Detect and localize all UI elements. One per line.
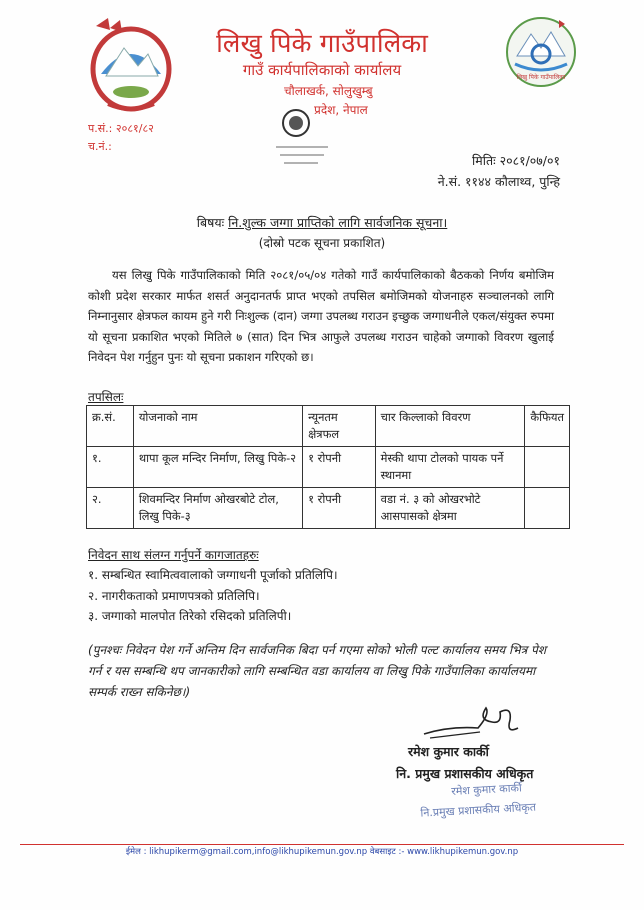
nepal-sambat-date: ने.सं. ११४४ कौलाथ्व, पुन्हि bbox=[437, 174, 560, 189]
subject-line bbox=[0, 214, 644, 231]
cell-project-name: थापा कूल मन्दिर निर्माण, लिखु पिके-२ bbox=[133, 447, 302, 488]
document-item: ३. जग्गाको मालपोत तिरेको रसिदको प्रतिलिपी। bbox=[88, 609, 292, 623]
cell-min-area: १ रोपनी bbox=[303, 488, 376, 529]
col-boundary: चार किल्लाको विवरण bbox=[375, 406, 525, 447]
dispatch-number: च.नं.: bbox=[88, 140, 112, 153]
col-remarks: कैफियत bbox=[525, 406, 570, 447]
logo-caption: लिखु पिके गाउँपालिका bbox=[516, 74, 566, 81]
signatory-title: नि. प्रमुख प्रशासकीय अधिकृत bbox=[396, 766, 534, 781]
address-line-1: चौलाखर्क, सोलुखुम्बु bbox=[284, 84, 373, 98]
cell-project-name: शिवमन्दिर निर्माण ओखरबोटे टोल, लिखु पिके-३ bbox=[133, 488, 302, 529]
document-item: १. सम्बन्धित स्वामित्ववालाको जग्गाधनी पूर्जाको प्रतिलिपि। bbox=[88, 568, 338, 582]
cell-remarks bbox=[525, 488, 570, 529]
date-line: मितिः २०८१/०७/०१ bbox=[472, 153, 560, 168]
documents-heading: निवेदन साथ संलग्न गर्नुपर्ने कागजातहरुः bbox=[88, 548, 259, 562]
signature-icon bbox=[420, 700, 530, 742]
postscript-note: (पुनश्चः निवेदन पेश गर्ने अन्तिम दिन सार्वजनिक बिदा पर्न गएमा सोको भोली पल्ट कार्यालय समय भित्र पेश गर्न र यस सम्बन्धि थप जानकारीको लागि सम्बन्धित वडा कार्यालय वा लिखु पिके गाउँपालिका कार्यालयमा सम्पर्क राख्न सकिनेछ।) bbox=[88, 643, 547, 699]
footer-divider bbox=[20, 844, 624, 845]
table-row bbox=[87, 447, 570, 488]
notice-body: यस लिखु पिके गाउँपालिकाको मिति २०८१/०५/०४ गतेको गाउँ कार्यपालिकाको बैठकको निर्णय बमोजिम कोशी प्रदेश सरकार मार्फत शसर्त अनुदानतर्फ प्राप्त भएको तपसिल बमोजिमको योजनाहरु सञ्चालनको लागि निम्नानुसार क्षेत्रफल कायम हुने गरी निःशुल्क (दान) जग्गा उपलब्ध गराउन इच्छुक जग्गाधनीले एकल/संयुक्त रुपमा यो सूचना प्रकाशित भएको मितिले ७ (सात) दिन भित्र आफुले उपलब्ध गराउन चाहेको जग्गाको विवरण खुलाई निवेदन पेश गर्नुहुन पुनः यो सूचना प्रकाशन गरिएको छ। bbox=[88, 268, 554, 364]
subject-note: (दोस्रो पटक सूचना प्रकाशित) bbox=[258, 236, 386, 250]
signatory-stamp bbox=[419, 776, 561, 829]
signatory-name: रमेश कुमार कार्की bbox=[408, 744, 489, 759]
cell-min-area: १ रोपनी bbox=[303, 447, 376, 488]
cell-sn: १. bbox=[87, 447, 134, 488]
subject-text: नि.शुल्क जग्गा प्राप्तिको लागि सार्वजनिक सूचना। bbox=[228, 215, 448, 230]
reference-number: प.सं.: २०८१/८२ bbox=[88, 122, 154, 135]
col-min-area: न्यूनतम क्षेत्रफल bbox=[303, 406, 376, 447]
stamp-line-2: नि.प्रमुख प्रशासकीय अधिकृत bbox=[420, 800, 537, 820]
footer-contact: ईमेल : likhupikerm@gmail.com,info@likhupikemun.gov.np वेबसाइट :- www.likhupikemun.gov.np bbox=[125, 847, 519, 857]
cell-sn: २. bbox=[87, 488, 134, 529]
table-header-row bbox=[87, 406, 570, 447]
projects-table bbox=[86, 405, 570, 529]
table-row bbox=[87, 488, 570, 529]
address-line-2: प्रदेश, नेपाल bbox=[314, 103, 368, 117]
cell-boundary: मेस्की थापा टोलको पायक पर्ने स्थानमा bbox=[375, 447, 525, 488]
cell-remarks bbox=[525, 447, 570, 488]
col-sn: क्र.सं. bbox=[87, 406, 134, 447]
details-label: तपसिलः bbox=[88, 390, 124, 404]
col-project-name: योजनाको नाम bbox=[133, 406, 302, 447]
office-subtitle: गाउँ कार्यपालिकाको कार्यालय bbox=[242, 61, 402, 79]
cell-boundary: वडा नं. ३ को ओखरभोटे आसपासको क्षेत्रमा bbox=[375, 488, 525, 529]
page-title: लिखु पिके गाउँपालिका bbox=[216, 29, 428, 59]
subject-prefix: बिषयः bbox=[196, 215, 229, 230]
office-stamp-icon bbox=[268, 107, 338, 169]
stamp-line-1: रमेश कुमार कार्की bbox=[451, 781, 523, 798]
document-item: २. नागरीकताको प्रमाणपत्रको प्रतिलिपि। bbox=[88, 589, 260, 603]
